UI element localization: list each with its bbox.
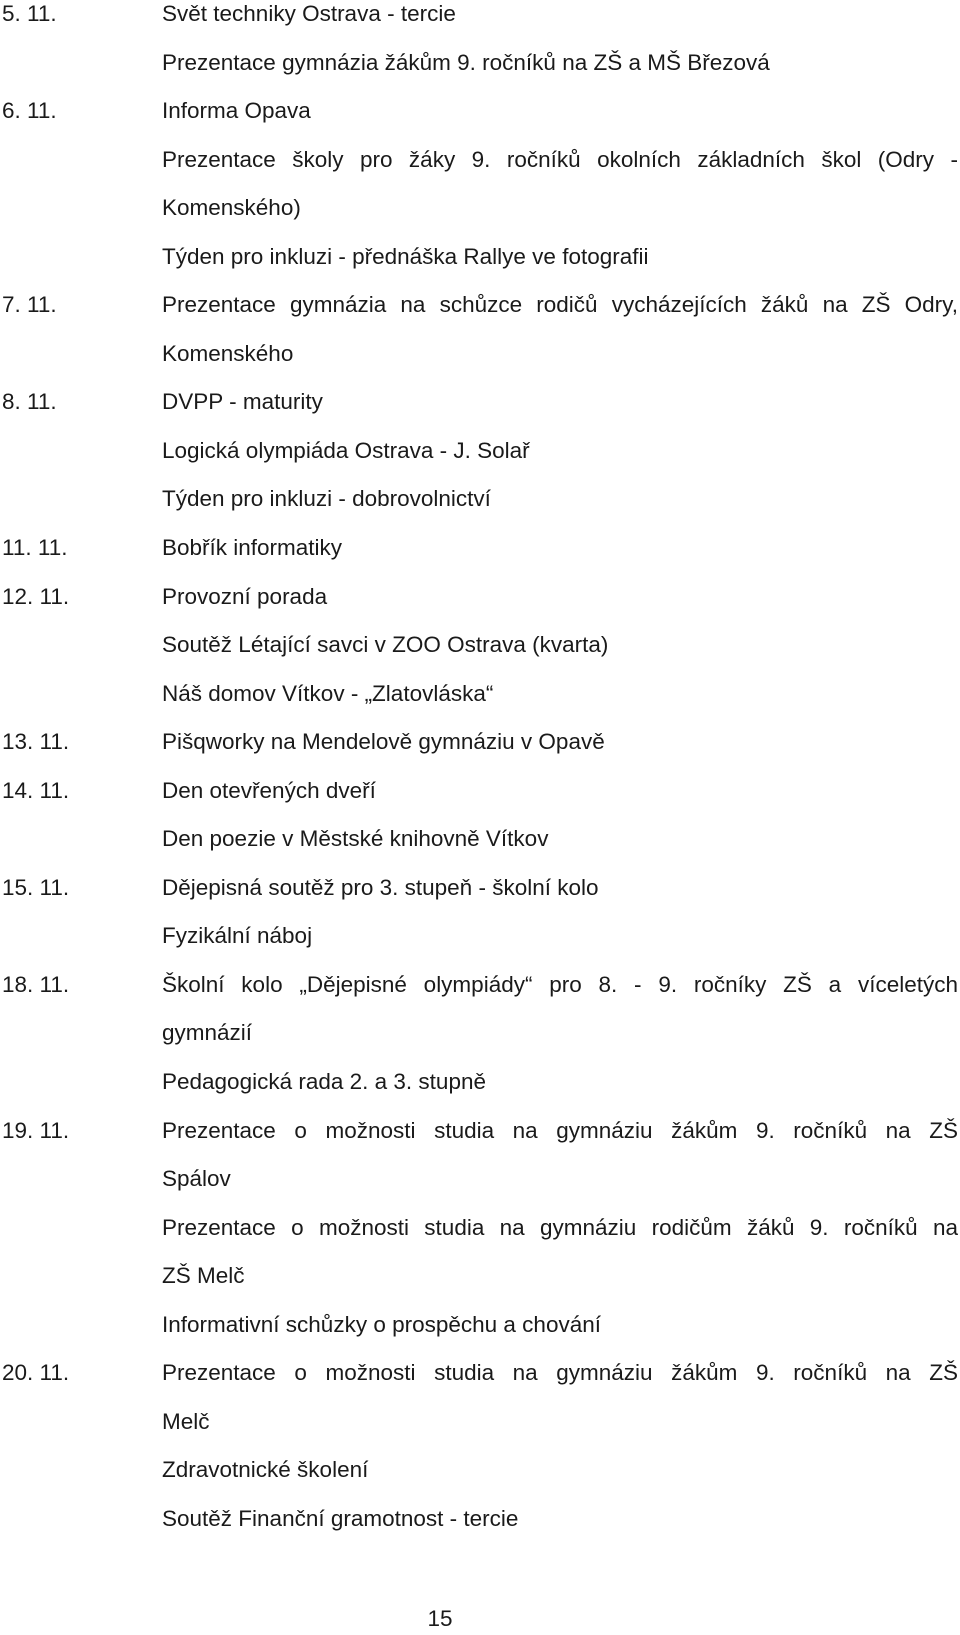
schedule-row (0, 583, 960, 632)
schedule-row (0, 631, 960, 680)
schedule-entry (0, 728, 960, 777)
schedule-row (0, 1408, 960, 1457)
event-text: Pedagogická rada 2. a 3. stupně (162, 1069, 486, 1095)
entry-date: 13. 11. (2, 729, 70, 755)
schedule-row (0, 1359, 960, 1408)
schedule-row (0, 1117, 960, 1166)
event-text: Melč (162, 1408, 210, 1434)
schedule-row (0, 194, 960, 243)
event-text: Komenského) (162, 195, 301, 221)
event-text: Informa Opava (162, 98, 311, 124)
event-text: Náš domov Vítkov - „Zlatovláska“ (162, 680, 494, 706)
schedule-row (0, 437, 960, 486)
schedule-entry (0, 1359, 960, 1553)
entry-date: 14. 11. (2, 777, 70, 803)
schedule-row (0, 1505, 960, 1554)
entry-date: 15. 11. (2, 874, 70, 900)
schedule-row (0, 291, 960, 340)
schedule-entry (0, 0, 960, 97)
schedule-row (0, 777, 960, 826)
schedule-entry (0, 971, 960, 1117)
entry-date: 6. 11. (2, 98, 57, 124)
event-text: Spálov (162, 1166, 231, 1192)
entry-date: 8. 11. (2, 389, 57, 415)
event-text: Prezentace o možnosti studia na gymnáziu žákům 9. ročníků na ZŠ (162, 1117, 958, 1143)
schedule-entry (0, 1117, 960, 1360)
event-text: Prezentace o možnosti studia na gymnáziu žákům 9. ročníků na ZŠ (162, 1360, 958, 1386)
schedule-row (0, 243, 960, 292)
event-text: Den otevřených dveří (162, 777, 376, 803)
schedule-row (0, 1019, 960, 1068)
event-text: Soutěž Létající savci v ZOO Ostrava (kvarta) (162, 632, 609, 658)
schedule-row (0, 728, 960, 777)
schedule-row (0, 49, 960, 98)
schedule-row (0, 874, 960, 923)
entry-date: 20. 11. (2, 1360, 70, 1386)
event-text: Informativní schůzky o prospěchu a chování (162, 1311, 601, 1337)
event-text: Logická olympiáda Ostrava - J. Solař (162, 437, 530, 463)
schedule-row (0, 1311, 960, 1360)
schedule-row (0, 1456, 960, 1505)
schedule-entry (0, 777, 960, 874)
event-text: Komenského (162, 340, 294, 366)
schedule-row (0, 97, 960, 146)
entry-date: 19. 11. (2, 1117, 70, 1143)
schedule-row (0, 1068, 960, 1117)
schedule-row (0, 1214, 960, 1263)
schedule-row (0, 971, 960, 1020)
event-text: Týden pro inkluzi - přednáška Rallye ve fotografii (162, 243, 649, 269)
event-text: Prezentace gymnázia žákům 9. ročníků na ZŠ a MŠ Březová (162, 49, 770, 75)
schedule-row (0, 825, 960, 874)
schedule-entry (0, 583, 960, 729)
event-text: Provozní porada (162, 583, 328, 609)
event-text: ZŠ Melč (162, 1263, 245, 1289)
schedule-entry (0, 874, 960, 971)
event-text: Prezentace o možnosti studia na gymnáziu rodičům žáků 9. ročníků na (162, 1214, 958, 1240)
schedule-row (0, 485, 960, 534)
page-number: 15 (427, 1606, 453, 1631)
event-text: gymnázií (162, 1020, 253, 1046)
event-text: Soutěž Finanční gramotnost - tercie (162, 1505, 519, 1531)
schedule-row (0, 922, 960, 971)
schedule-row (0, 1262, 960, 1311)
schedule-entry (0, 388, 960, 534)
schedule-row (0, 340, 960, 389)
event-text: Týden pro inkluzi - dobrovolnictví (162, 486, 491, 512)
schedule-row (0, 0, 960, 49)
event-text: Prezentace gymnázia na schůzce rodičů vycházejících žáků na ZŠ Odry, (162, 292, 958, 318)
event-text: Svět techniky Ostrava - tercie (162, 1, 456, 26)
event-text: Fyzikální náboj (162, 923, 313, 949)
event-text: DVPP - maturity (162, 389, 323, 415)
schedule-entry (0, 97, 960, 291)
event-text: Den poezie v Městské knihovně Vítkov (162, 826, 549, 852)
schedule-row (0, 680, 960, 729)
entry-date: 5. 11. (2, 1, 57, 26)
event-text: Prezentace školy pro žáky 9. ročníků okolních základních škol (Odry - (162, 146, 958, 172)
event-text: Školní kolo „Dějepisné olympiády“ pro 8. - 9. ročníky ZŠ a víceletých (162, 971, 958, 997)
schedule-row (0, 146, 960, 195)
schedule-row (0, 388, 960, 437)
event-text: Pišqworky na Mendelově gymnáziu v Opavě (162, 729, 605, 755)
entry-date: 18. 11. (2, 971, 70, 997)
schedule-row (0, 534, 960, 583)
event-text: Bobřík informatiky (162, 535, 343, 561)
schedule-entry (0, 534, 960, 583)
entry-date: 11. 11. (2, 535, 68, 561)
entry-date: 12. 11. (2, 583, 70, 609)
event-text: Zdravotnické školení (162, 1457, 369, 1483)
schedule-entry (0, 291, 960, 388)
entry-date: 7. 11. (2, 292, 57, 318)
schedule-row (0, 1165, 960, 1214)
event-text: Dějepisná soutěž pro 3. stupeň - školní kolo (162, 874, 599, 900)
